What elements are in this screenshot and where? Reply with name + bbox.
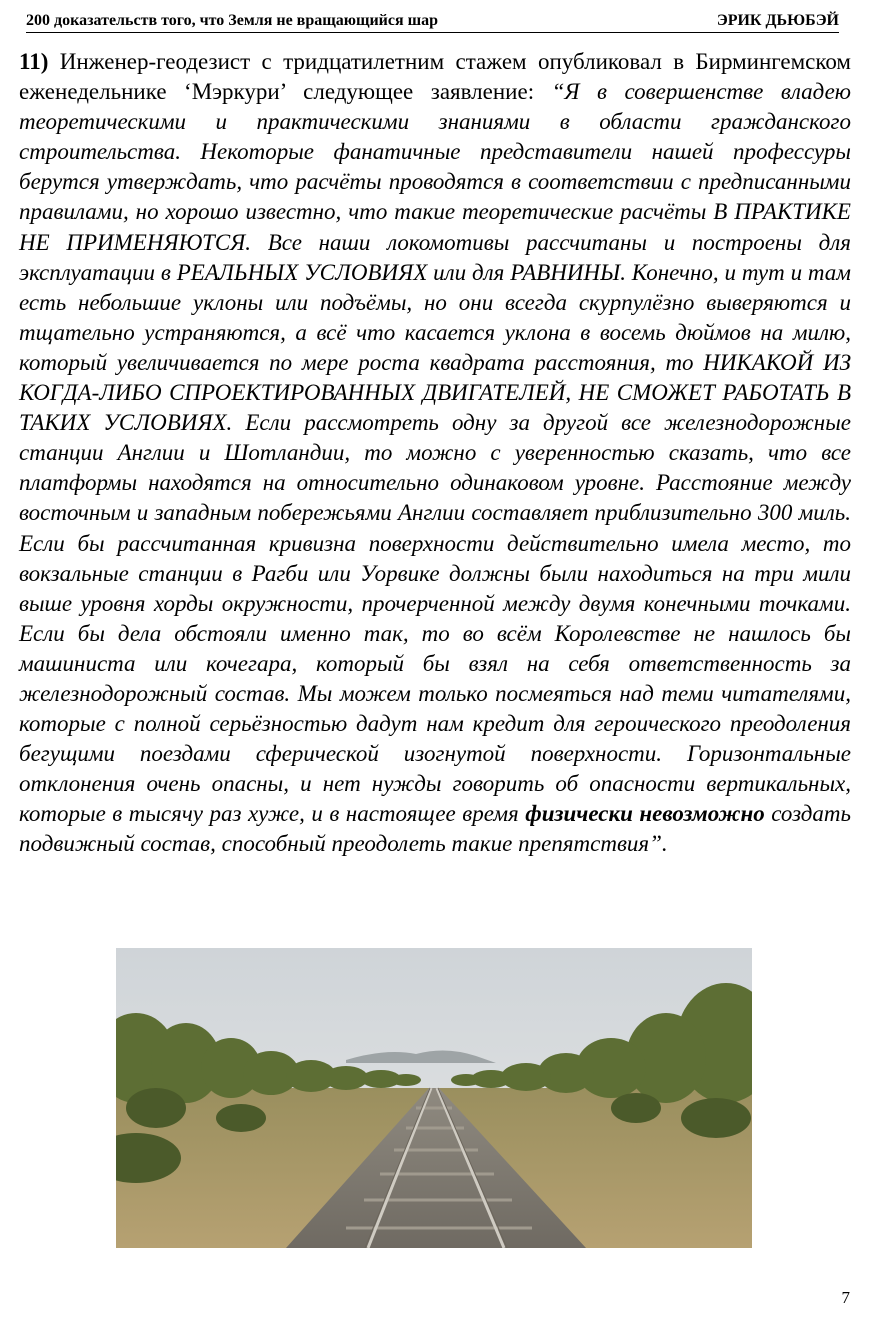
paragraph-intro: Инженер-геодезист с тридцатилетним стажем опубликовал в Бирмингемском еженедельнике ‘Мэркури’ следующее заявление: [19,49,851,105]
quote-emphasis: физически невозможно [525,801,765,827]
paragraph-11 [19,47,851,860]
running-header [26,10,839,33]
page-number: 7 [841,1288,850,1307]
railway-track-photo [116,948,752,1248]
paragraph-number: 11) [19,49,49,74]
engineer-quote-end: создать подвижный состав, способный преодолеть такие препятствия”. [19,801,851,857]
engineer-quote: “Я в совершенстве владею теоретическими и практическими знаниями в области гражданского строительства. Некоторые фанатичные представители нашей профессуры берутся утверждать, что расчёты проводятся в соответствии с предписанными правилами, но хорошо известно, что такие теоретические расчёты В ПРАКТИКЕ НЕ ПРИМЕНЯЮТСЯ. Все наши локомотивы рассчитаны и построены для эксплуатации в РЕАЛЬНЫХ УСЛОВИЯХ или для РАВНИНЫ. Конечно, и тут и там есть небольшие уклоны или подъёмы, но они всегда скурпулёзно выверяются и тщательно устраняются, а всё что касается уклона в восемь дюймов на милю, который увеличивается по мере роста квадрата расстояния, то НИКАКОЙ ИЗ КОГДА-ЛИБО СПРОЕКТИРОВАННЫХ ДВИГАТЕЛЕЙ, НЕ СМОЖЕТ РАБОТАТЬ В ТАКИХ УСЛОВИЯХ. Если рассмотреть одну за другой все железнодорожные станции Англии и Шотландии, то можно с уверенностью сказать, что все платформы находятся на относительно одинаковом уровне. Расстояние между восточным и западным побережьями Англии составляет приблизительно 300 миль. Если бы рассчитанная кривизна поверхности действительно имела место, то вокзальные станции в Рагби или Уорвике должны были находиться на три мили выше уровня хорды окружности, прочерченной между двумя конечными точками. Если бы дела обстояли именно так, то во всём Королевстве не нашлось бы машиниста или кочегара, который бы взял на себя ответственность за железнодорожный состав. Мы можем только посмеяться над теми читателями, которые с полной серьёзностью дадут нам кредит для героического преодоления бегущими поездами сферической изогнутой поверхности. Горизонтальные отклонения очень опасны, и нет нужды говорить об опасности вертикальных, которые в тысячу раз хуже, и в настоящее время [19,79,851,827]
book-title: 200 доказательств того, что Земля не вращающийся шар [26,12,439,29]
author-name: ЭРИК ДЬЮБЭЙ [716,12,839,29]
